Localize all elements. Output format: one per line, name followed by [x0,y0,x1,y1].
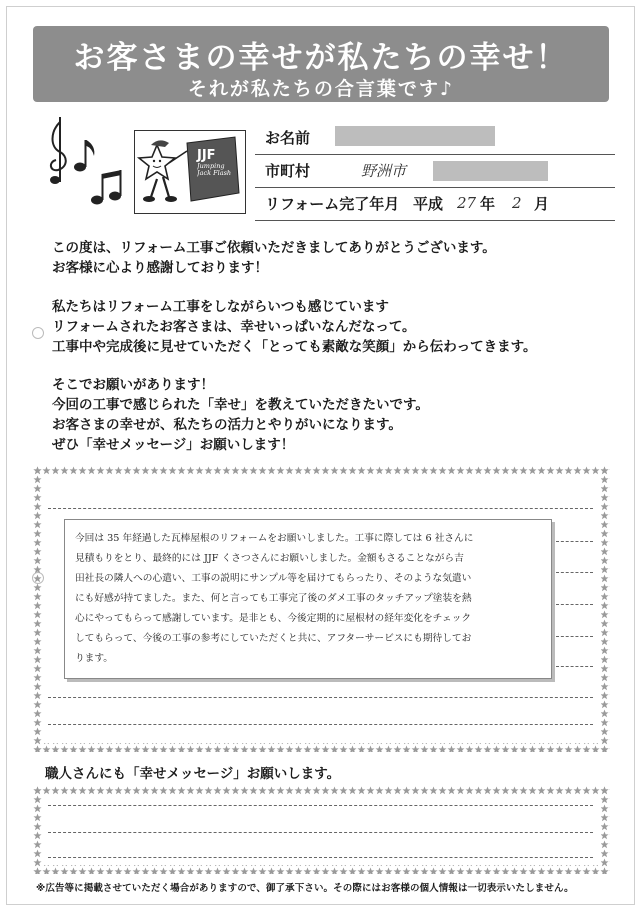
message-line: 見積もりをとり、最終的には JJF くさつさんにお願いしました。金額もさることながら吉 [75,553,464,564]
binder-hole [32,327,44,339]
intro-line: ぜひ「幸せメッセージ」お願いします！ [52,437,295,453]
customer-message-card [64,519,552,679]
message-line: にも好感が持てました。また、何と言っても工事完了後のダメ工事のタッチアップ塗装を熱 [75,593,472,604]
city-value: 野洲市 [361,162,407,180]
city-row [255,155,615,188]
message-line: 今回は 35 年経過した瓦棒屋根のリフォームをお願いしました。工事に際しては 6 社さんに [75,533,474,544]
feelings-paragraph [52,297,612,357]
craftsman-message-title: 職人さんにも「幸せメッセージ」お願いします。 [45,766,341,782]
writing-line [48,508,593,509]
city-label: 市町村 [265,162,311,180]
message-line: 田社長の隣人への心遣い、工事の説明にサンプル等を届けてもらったり、そのような気遣い [75,573,472,584]
completion-date-label: リフォーム完了年月 [265,195,400,213]
intro-line: お客様に心より感謝しております！ [52,260,268,276]
intro-line: この度は、リフォーム工事ご依頼いただきましてありがとうございます。 [52,240,496,256]
music-notes-icon [40,112,125,212]
message-line: ります。 [75,653,113,664]
craftsman-message-frame [33,786,610,874]
writing-line [556,541,593,542]
jjf-logo [134,130,246,214]
logo-tagline: Jumping Jack Flash [197,163,232,177]
year-unit: 年 [480,195,496,213]
name-row [255,122,615,155]
month-unit: 月 [534,195,550,213]
writing-line [48,832,593,833]
intro-line: お客さまの幸せが、私たちの活力とやりがいになります。 [52,417,402,433]
year-value: 27 [457,194,477,212]
intro-line: リフォームされたお客さまは、幸せいっぱいなんだなって。 [52,319,416,335]
name-redaction [335,126,495,146]
completion-date-row [255,188,615,221]
privacy-footnote: ※広告等に掲載させていただく場合がありますので、御了承下さい。その際にはお客様の個人情報は一切表示いたしません。 [36,883,574,894]
intro-line: そこでお願いがあります！ [52,377,214,393]
name-label: お名前 [265,129,311,147]
header-title: お客さまの幸せが私たちの幸せ！ [73,40,569,76]
logo-brand: JJF [197,148,216,163]
writing-line [556,604,593,605]
writing-line [48,857,593,858]
writing-line [556,666,593,667]
writing-line [48,805,593,806]
intro-line: 私たちはリフォーム工事をしながらいつも感じています [52,299,389,315]
writing-line [556,572,593,573]
writing-line [556,636,593,637]
customer-info-form [255,122,615,221]
city-redaction [433,161,548,181]
writing-line [48,724,593,725]
era-label: 平成 [413,195,444,213]
header-banner [33,26,609,102]
intro-line: 工事中や完成後に見せていただく「とっても素敵な笑顔」から伝わってきます。 [52,339,537,355]
header-subtitle: それが私たちの合言葉です♪ [187,78,455,100]
month-value: 2 [512,194,522,212]
intro-line: 今回の工事で感じられた「幸せ」を教えていただきたいです。 [52,397,429,413]
mascot-icon [135,131,244,212]
message-line: してもらって、今後の工事の参考にしていただくと共に、アフターサービスにも期待してお [75,633,472,644]
writing-line [48,697,593,698]
thanks-paragraph [52,238,612,278]
request-paragraph [52,375,612,455]
message-line: 心にやってもらって感謝しています。是非とも、今後定期的に屋根材の経年変化をチェック [75,613,472,624]
